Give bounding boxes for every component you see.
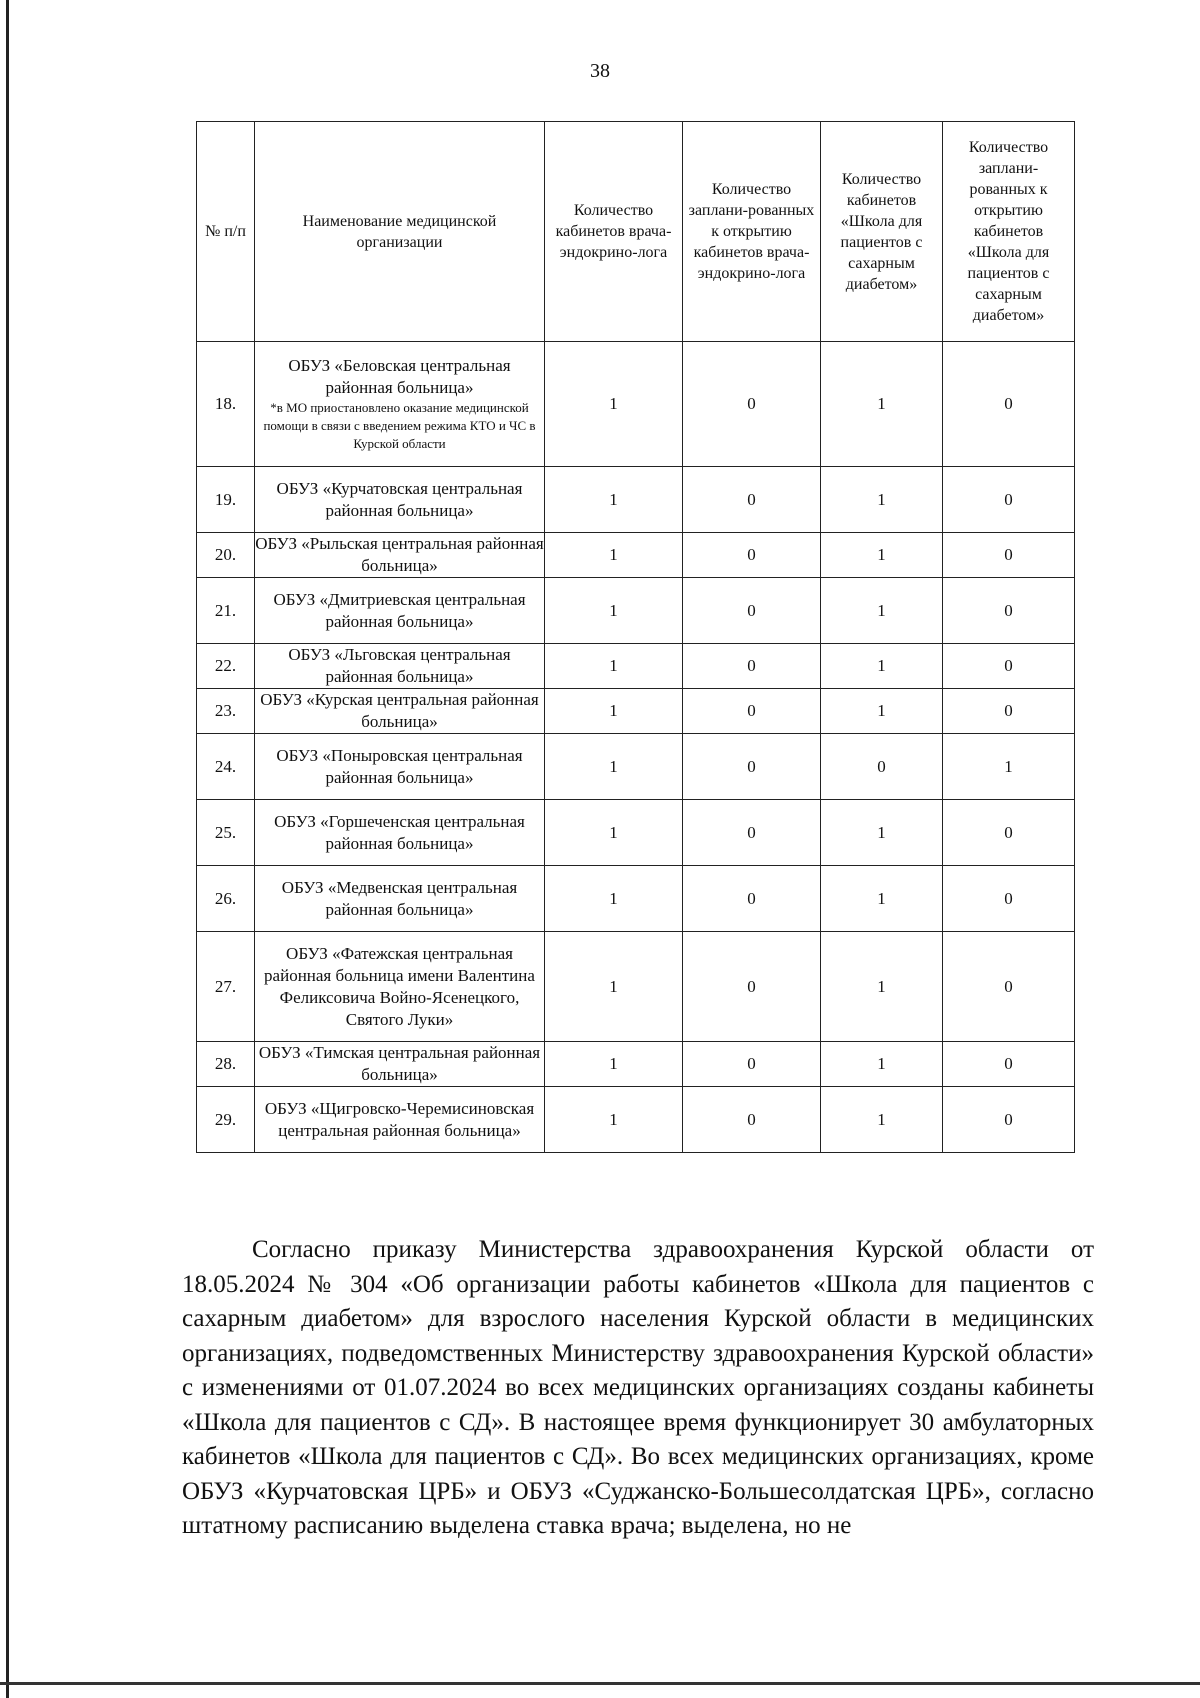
row-number: 22.: [197, 644, 255, 689]
table-body: [197, 342, 1075, 1153]
header-planned-diabetes-school-rooms: Количество заплани-рованных к открытию кабинетов «Школа для пациентов с сахарным диабетом»: [943, 122, 1075, 342]
row-number: 25.: [197, 800, 255, 866]
planned-diabetes-school-rooms-cell: 0: [943, 800, 1075, 866]
organization-cell: [255, 1087, 545, 1153]
planned-diabetes-school-rooms-cell: 0: [943, 689, 1075, 734]
planned-endocrinologist-rooms-cell: 0: [683, 734, 821, 800]
table-row: [197, 1087, 1075, 1153]
organization-cell: [255, 932, 545, 1042]
diabetes-school-rooms-cell: 0: [821, 734, 943, 800]
table-row: [197, 644, 1075, 689]
diabetes-school-rooms-cell: 1: [821, 1087, 943, 1153]
planned-endocrinologist-rooms-cell: 0: [683, 578, 821, 644]
organization-cell: [255, 866, 545, 932]
planned-endocrinologist-rooms-cell: 0: [683, 644, 821, 689]
planned-endocrinologist-rooms-cell: 0: [683, 689, 821, 734]
organization-name: ОБУЗ «Щигровско-Черемисиновская центральная районная больница»: [264, 1098, 535, 1140]
header-number: № п/п: [197, 122, 255, 342]
header-diabetes-school-rooms: Количество кабинетов «Школа для пациентов с сахарным диабетом»: [821, 122, 943, 342]
diabetes-school-rooms-cell: 1: [821, 533, 943, 578]
organization-cell: [255, 800, 545, 866]
organization-name: ОБУЗ «Медвенская центральная районная больница»: [281, 877, 518, 919]
organization-name: ОБУЗ «Фатежская центральная районная больница имени Валентина Феликсовича Войно-Ясенецкого, Святого Луки»: [264, 943, 535, 1029]
planned-diabetes-school-rooms-cell: 0: [943, 1042, 1075, 1087]
organization-note: *в МО приостановлено оказание медицинской помощи в связи с введением режима КТО и ЧС в Курской области: [263, 400, 536, 451]
organization-name: ОБУЗ «Беловская центральная районная больница»: [288, 356, 511, 397]
page-number: 38: [590, 60, 610, 82]
paragraph-text: Согласно приказу Министерства здравоохранения Курской области от 18.05.2024 № 304 «Об организации работы кабинетов «Школа для пациентов с сахарным диабетом» для взрослого населения Курской области в медицинских организациях, подведомственных Министерству здравоохранения Курской области» с изменениями от 01.07.2024 во всех медицинских организациях созданы кабинеты «Школа для пациентов с СД». В настоящее время функционирует 30 амбулаторных кабинетов «Школа для пациентов с СД». Во всех медицинских организациях, кроме ОБУЗ «Курчатовская ЦРБ» и ОБУЗ «Суджанско-Большесолдатская ЦРБ», согласно штатному расписанию выделена ставка врача; выделена, но не: [182, 1236, 1094, 1539]
endocrinologist-rooms-cell: 1: [545, 932, 683, 1042]
endocrinologist-rooms-cell: 1: [545, 467, 683, 533]
planned-diabetes-school-rooms-cell: 0: [943, 644, 1075, 689]
table-row: [197, 689, 1075, 734]
planned-endocrinologist-rooms-cell: 0: [683, 866, 821, 932]
table-header-row: [197, 122, 1075, 342]
row-number: 26.: [197, 866, 255, 932]
planned-endocrinologist-rooms-cell: 0: [683, 533, 821, 578]
row-number: 18.: [197, 342, 255, 467]
table-row: [197, 866, 1075, 932]
row-number: 24.: [197, 734, 255, 800]
organization-cell: [255, 533, 545, 578]
diabetes-school-rooms-cell: 1: [821, 866, 943, 932]
diabetes-school-rooms-cell: 1: [821, 644, 943, 689]
table-row: [197, 734, 1075, 800]
header-planned-endocrinologist-rooms: Количество заплани-рованных к открытию кабинетов врача-эндокрино-лога: [683, 122, 821, 342]
planned-diabetes-school-rooms-cell: 0: [943, 533, 1075, 578]
diabetes-school-rooms-cell: 1: [821, 800, 943, 866]
endocrinologist-rooms-cell: 1: [545, 866, 683, 932]
endocrinologist-rooms-cell: 1: [545, 800, 683, 866]
planned-endocrinologist-rooms-cell: 0: [683, 800, 821, 866]
row-number: 20.: [197, 533, 255, 578]
organization-name: ОБУЗ «Дмитриевская центральная районная больница»: [273, 589, 526, 631]
organization-name: ОБУЗ «Курчатовская центральная районная больница»: [276, 478, 523, 520]
planned-endocrinologist-rooms-cell: 0: [683, 342, 821, 467]
endocrinologist-rooms-cell: 1: [545, 1042, 683, 1087]
organization-cell: [255, 342, 545, 467]
planned-endocrinologist-rooms-cell: 0: [683, 932, 821, 1042]
planned-diabetes-school-rooms-cell: 0: [943, 866, 1075, 932]
endocrinologist-rooms-cell: 1: [545, 1087, 683, 1153]
planned-diabetes-school-rooms-cell: 0: [943, 578, 1075, 644]
table-row: [197, 467, 1075, 533]
endocrinologist-rooms-cell: 1: [545, 734, 683, 800]
table-row: [197, 342, 1075, 467]
endocrinologist-rooms-cell: 1: [545, 578, 683, 644]
planned-diabetes-school-rooms-cell: 0: [943, 932, 1075, 1042]
endocrinologist-rooms-cell: 1: [545, 689, 683, 734]
scan-edge-bottom: [0, 1682, 1200, 1685]
diabetes-school-rooms-cell: 1: [821, 1042, 943, 1087]
endocrinologist-rooms-cell: 1: [545, 644, 683, 689]
organization-cell: [255, 734, 545, 800]
table-row: [197, 932, 1075, 1042]
planned-endocrinologist-rooms-cell: 0: [683, 1087, 821, 1153]
diabetes-school-rooms-cell: 1: [821, 578, 943, 644]
organization-cell: [255, 689, 545, 734]
header-organization: Наименование медицинской организации: [255, 122, 545, 342]
endocrinologist-rooms-cell: 1: [545, 342, 683, 467]
table-row: [197, 800, 1075, 866]
organization-name: ОБУЗ «Поныровская центральная районная больница»: [276, 745, 523, 787]
organization-name: ОБУЗ «Рыльская центральная районная больница»: [255, 534, 544, 575]
row-number: 27.: [197, 932, 255, 1042]
table-row: [197, 1042, 1075, 1087]
row-number: 21.: [197, 578, 255, 644]
organization-cell: [255, 644, 545, 689]
table-row: [197, 578, 1075, 644]
planned-diabetes-school-rooms-cell: 1: [943, 734, 1075, 800]
endocrinologist-rooms-cell: 1: [545, 533, 683, 578]
planned-diabetes-school-rooms-cell: 0: [943, 1087, 1075, 1153]
row-number: 23.: [197, 689, 255, 734]
organization-cell: [255, 1042, 545, 1087]
diabetes-school-rooms-cell: 1: [821, 467, 943, 533]
planned-endocrinologist-rooms-cell: 0: [683, 1042, 821, 1087]
header-endocrinologist-rooms: Количество кабинетов врача-эндокрино-лога: [545, 122, 683, 342]
diabetes-school-rooms-cell: 1: [821, 932, 943, 1042]
table-row: [197, 533, 1075, 578]
row-number: 19.: [197, 467, 255, 533]
organization-cell: [255, 578, 545, 644]
row-number: 28.: [197, 1042, 255, 1087]
planned-diabetes-school-rooms-cell: 0: [943, 467, 1075, 533]
organization-name: ОБУЗ «Льговская центральная районная больница»: [288, 645, 511, 686]
diabetes-school-rooms-cell: 1: [821, 342, 943, 467]
organization-cell: [255, 467, 545, 533]
scan-edge-left: [6, 0, 9, 1698]
endocrinology-table: [196, 121, 1075, 1153]
body-paragraph: [182, 1233, 1094, 1544]
diabetes-school-rooms-cell: 1: [821, 689, 943, 734]
organization-name: ОБУЗ «Тимская центральная районная больница»: [258, 1043, 541, 1084]
row-number: 29.: [197, 1087, 255, 1153]
organization-name: ОБУЗ «Горшеченская центральная районная больница»: [274, 811, 525, 853]
organization-name: ОБУЗ «Курская центральная районная больница»: [260, 690, 539, 731]
planned-diabetes-school-rooms-cell: 0: [943, 342, 1075, 467]
planned-endocrinologist-rooms-cell: 0: [683, 467, 821, 533]
